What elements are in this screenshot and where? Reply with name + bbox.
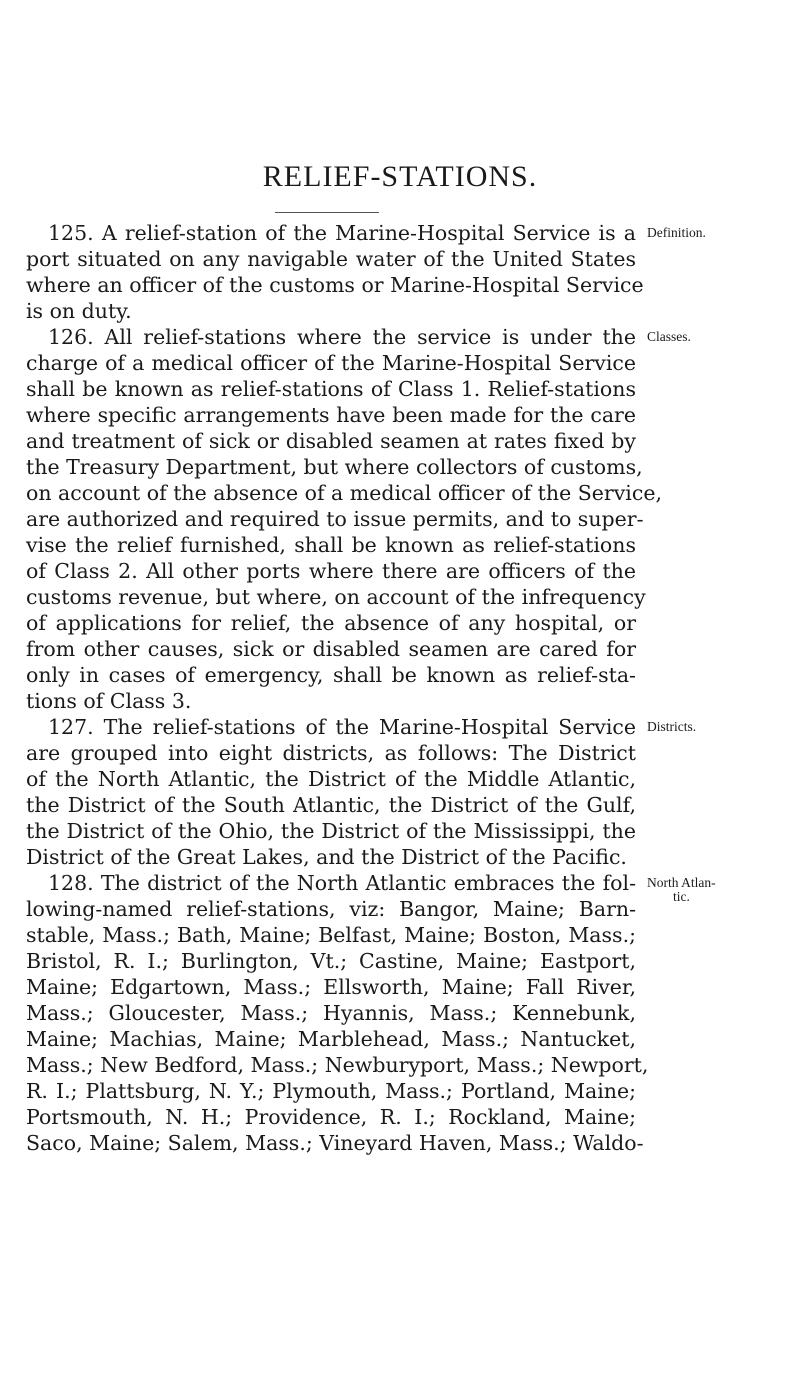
margin-note-north-atlantic xyxy=(647,876,716,904)
text-line: Mass.; Gloucester, Mass.; Hyannis, Mass.; Kennebunk, xyxy=(26,1001,636,1025)
text-line: of Class 2. All other ports where there are officers of the xyxy=(26,559,636,583)
margin-note-north-atlantic-line1: North Atlan- xyxy=(647,875,716,890)
text-line: Mass.; New Bedford, Mass.; Newburyport, Mass.; Newport, xyxy=(26,1053,649,1077)
text-line: Maine; Edgartown, Mass.; Ellsworth, Maine; Fall River, xyxy=(26,975,636,999)
text-line: 125. A relief-station of the Marine-Hospital Service is a xyxy=(48,221,636,245)
text-line: 127. The relief-stations of the Marine-Hospital Service xyxy=(48,715,636,739)
text-line: customs revenue, but where, on account of the infrequency xyxy=(26,585,646,609)
text-line: of applications for relief, the absence of any hospital, or xyxy=(26,611,636,635)
text-line: tions of Class 3. xyxy=(26,689,192,713)
title-rule xyxy=(275,212,379,213)
text-line: 128. The district of the North Atlantic embraces the fol- xyxy=(48,871,636,895)
text-line: 126. All relief-stations where the service is under the xyxy=(48,325,636,349)
text-line: on account of the absence of a medical officer of the Service, xyxy=(26,481,662,505)
text-line: the District of the Ohio, the District of the Mississippi, the xyxy=(26,819,636,843)
text-line: where specific arrangements have been made for the care xyxy=(26,403,636,427)
text-line: the Treasury Department, but where collectors of customs, xyxy=(26,455,643,479)
margin-note-definition: Definition. xyxy=(647,225,706,240)
text-line: from other causes, sick or disabled seamen are cared for xyxy=(26,637,636,661)
text-line: are grouped into eight districts, as follows: The District xyxy=(26,741,636,765)
text-line: Bristol, R. I.; Burlington, Vt.; Castine, Maine; Eastport, xyxy=(26,949,636,973)
text-line: vise the relief furnished, shall be known as relief-stations xyxy=(26,533,636,557)
text-line: District of the Great Lakes, and the District of the Pacific. xyxy=(26,845,627,869)
text-line: R. I.; Plattsburg, N. Y.; Plymouth, Mass.; Portland, Maine; xyxy=(26,1079,636,1103)
page-title: RELIEF-STATIONS. xyxy=(262,160,538,193)
body-text xyxy=(26,220,662,1156)
text-line: Maine; Machias, Maine; Marblehead, Mass.; Nantucket, xyxy=(26,1027,636,1051)
text-line: are authorized and required to issue permits, and to super- xyxy=(26,507,644,531)
text-line: and treatment of sick or disabled seamen at rates fixed by xyxy=(26,429,636,453)
margin-note-classes: Classes. xyxy=(647,329,691,344)
text-line: of the North Atlantic, the District of the Middle Atlantic, xyxy=(26,767,636,791)
text-line: where an officer of the customs or Marine-Hospital Service xyxy=(26,273,644,297)
text-line: Saco, Maine; Salem, Mass.; Vineyard Haven, Mass.; Waldo- xyxy=(26,1131,644,1155)
text-line: only in cases of emergency, shall be known as relief-sta- xyxy=(26,663,636,687)
text-line: Portsmouth, N. H.; Providence, R. I.; Rockland, Maine; xyxy=(26,1105,636,1129)
margin-note-north-atlantic-line2: tic. xyxy=(673,889,690,904)
margin-note-districts: Districts. xyxy=(647,719,697,734)
text-line: port situated on any navigable water of the United States xyxy=(26,247,636,271)
text-line: is on duty. xyxy=(26,299,132,323)
text-line: stable, Mass.; Bath, Maine; Belfast, Maine; Boston, Mass.; xyxy=(26,923,636,947)
text-line: lowing-named relief-stations, viz: Bangor, Maine; Barn- xyxy=(26,897,636,921)
text-line: shall be known as relief-stations of Class 1. Relief-stations xyxy=(26,377,636,401)
text-line: charge of a medical officer of the Marine-Hospital Service xyxy=(26,351,636,375)
text-line: the District of the South Atlantic, the District of the Gulf, xyxy=(26,793,636,817)
